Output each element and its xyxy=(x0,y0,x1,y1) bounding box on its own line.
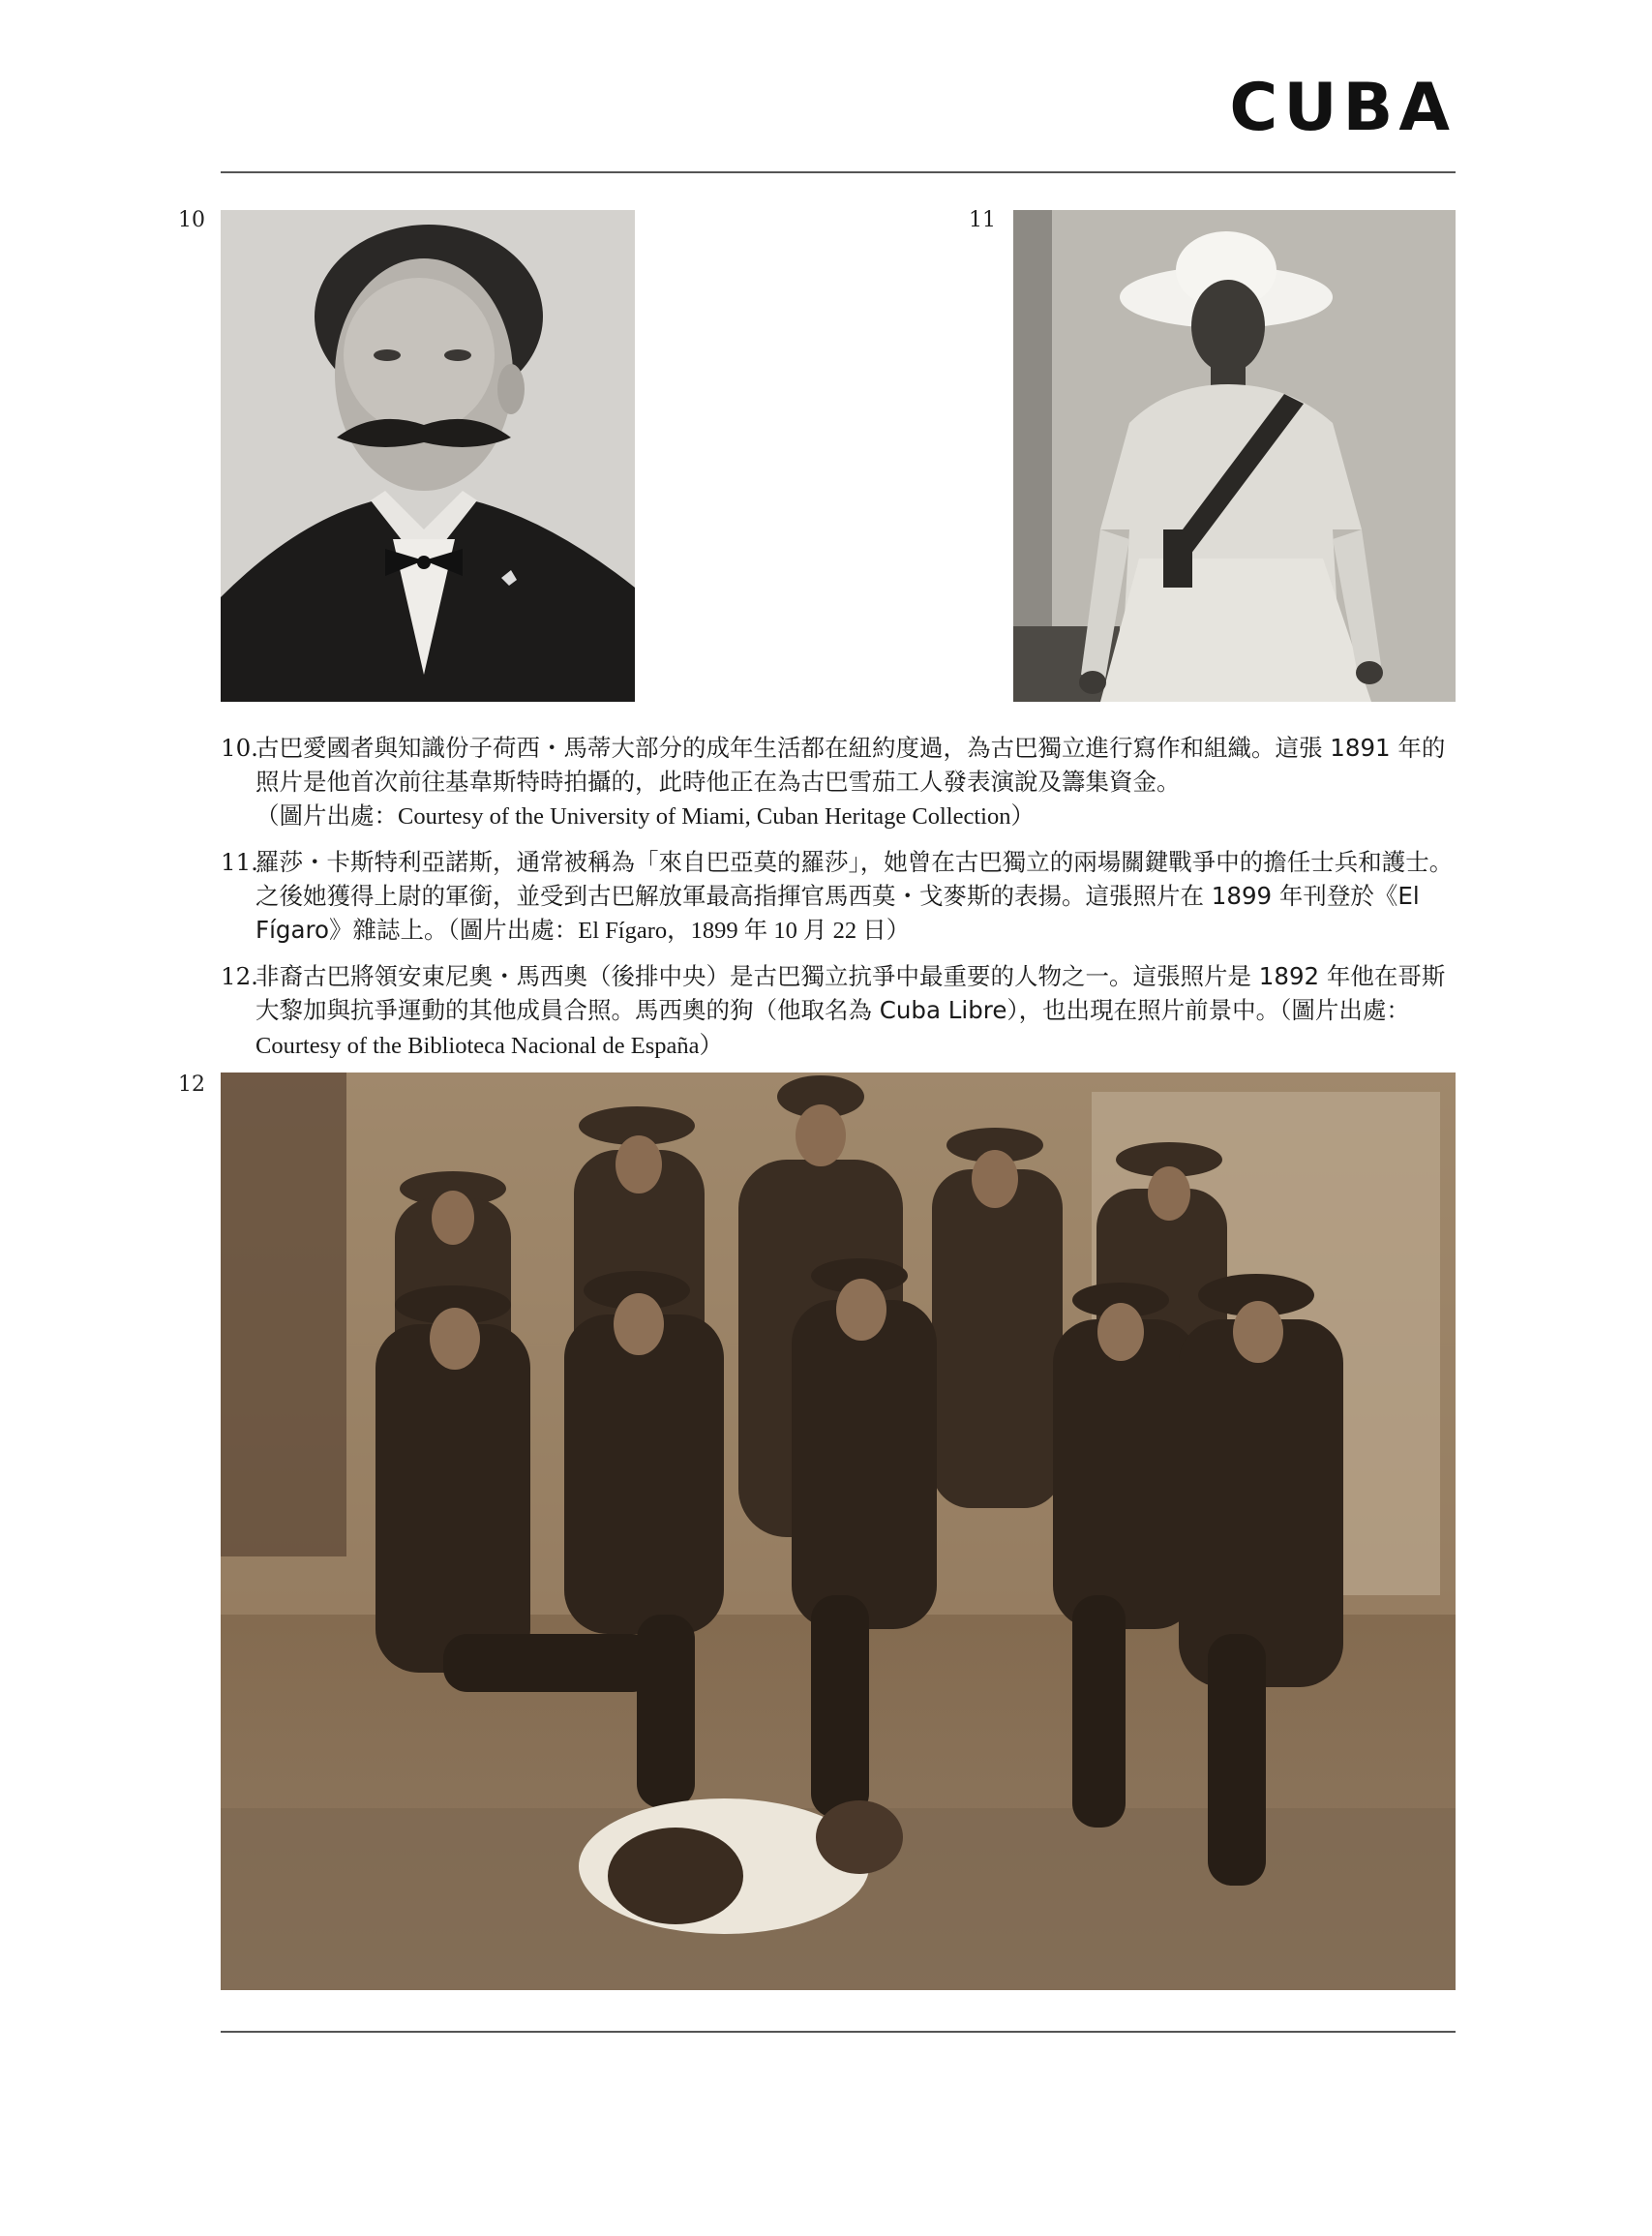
photo-group-men xyxy=(221,1073,1456,1990)
figure-number-11: 11 xyxy=(969,208,996,232)
caption-credit: （圖片出處：El Fígaro，1899 年 10 月 22 日） xyxy=(447,918,911,944)
photo-portrait-man xyxy=(221,210,635,702)
caption-number: 11. xyxy=(221,848,258,876)
caption-number: 12. xyxy=(221,962,258,990)
caption-text: 古巴愛國者與知識份子荷西・馬蒂大部分的成年生活都在紐約度過，為古巴獨立進行寫作和組織。這張 1891 年的照片是他首次前往基韋斯特時拍攝的，此時他正在為古巴雪茄工人發表演說及籌集資金。 xyxy=(255,734,1446,796)
captions-list xyxy=(221,731,1456,1074)
header-divider xyxy=(221,171,1456,173)
caption-10 xyxy=(221,731,1456,833)
caption-text: 非裔古巴將領安東尼奧・馬西奧（後排中央）是古巴獨立抗爭中最重要的人物之一。這張照片是 1892 年他在哥斯大黎加與抗爭運動的其他成員合照。馬西奧的狗（他取名為 Cuba Libre），也出現在照片前景中。 xyxy=(255,962,1446,1024)
caption-credit: （圖片出處：Courtesy of the University of Miami, Cuban Heritage Collection） xyxy=(255,803,1035,830)
caption-credit: （圖片出處：Courtesy of the Biblioteca Nacional de España） xyxy=(255,998,1410,1059)
page-title: CUBA xyxy=(1229,70,1456,146)
figure-number-12: 12 xyxy=(178,1073,205,1097)
photo-portrait-woman xyxy=(1013,210,1456,702)
caption-text: 羅莎・卡斯特利亞諾斯，通常被稱為「來自巴亞莫的羅莎」，她曾在古巴獨立的兩場關鍵戰爭中的擔任士兵和護士。之後她獲得上尉的軍銜，並受到古巴解放軍最高指揮官馬西莫・戈麥斯的表揚。這張照片在 1899 年刊登於《El Fígaro》雜誌上。 xyxy=(255,848,1454,944)
caption-12 xyxy=(221,959,1456,1063)
footer-divider xyxy=(221,2031,1456,2033)
caption-number: 10. xyxy=(221,734,258,762)
caption-11 xyxy=(221,845,1456,948)
figure-number-10: 10 xyxy=(178,208,205,232)
